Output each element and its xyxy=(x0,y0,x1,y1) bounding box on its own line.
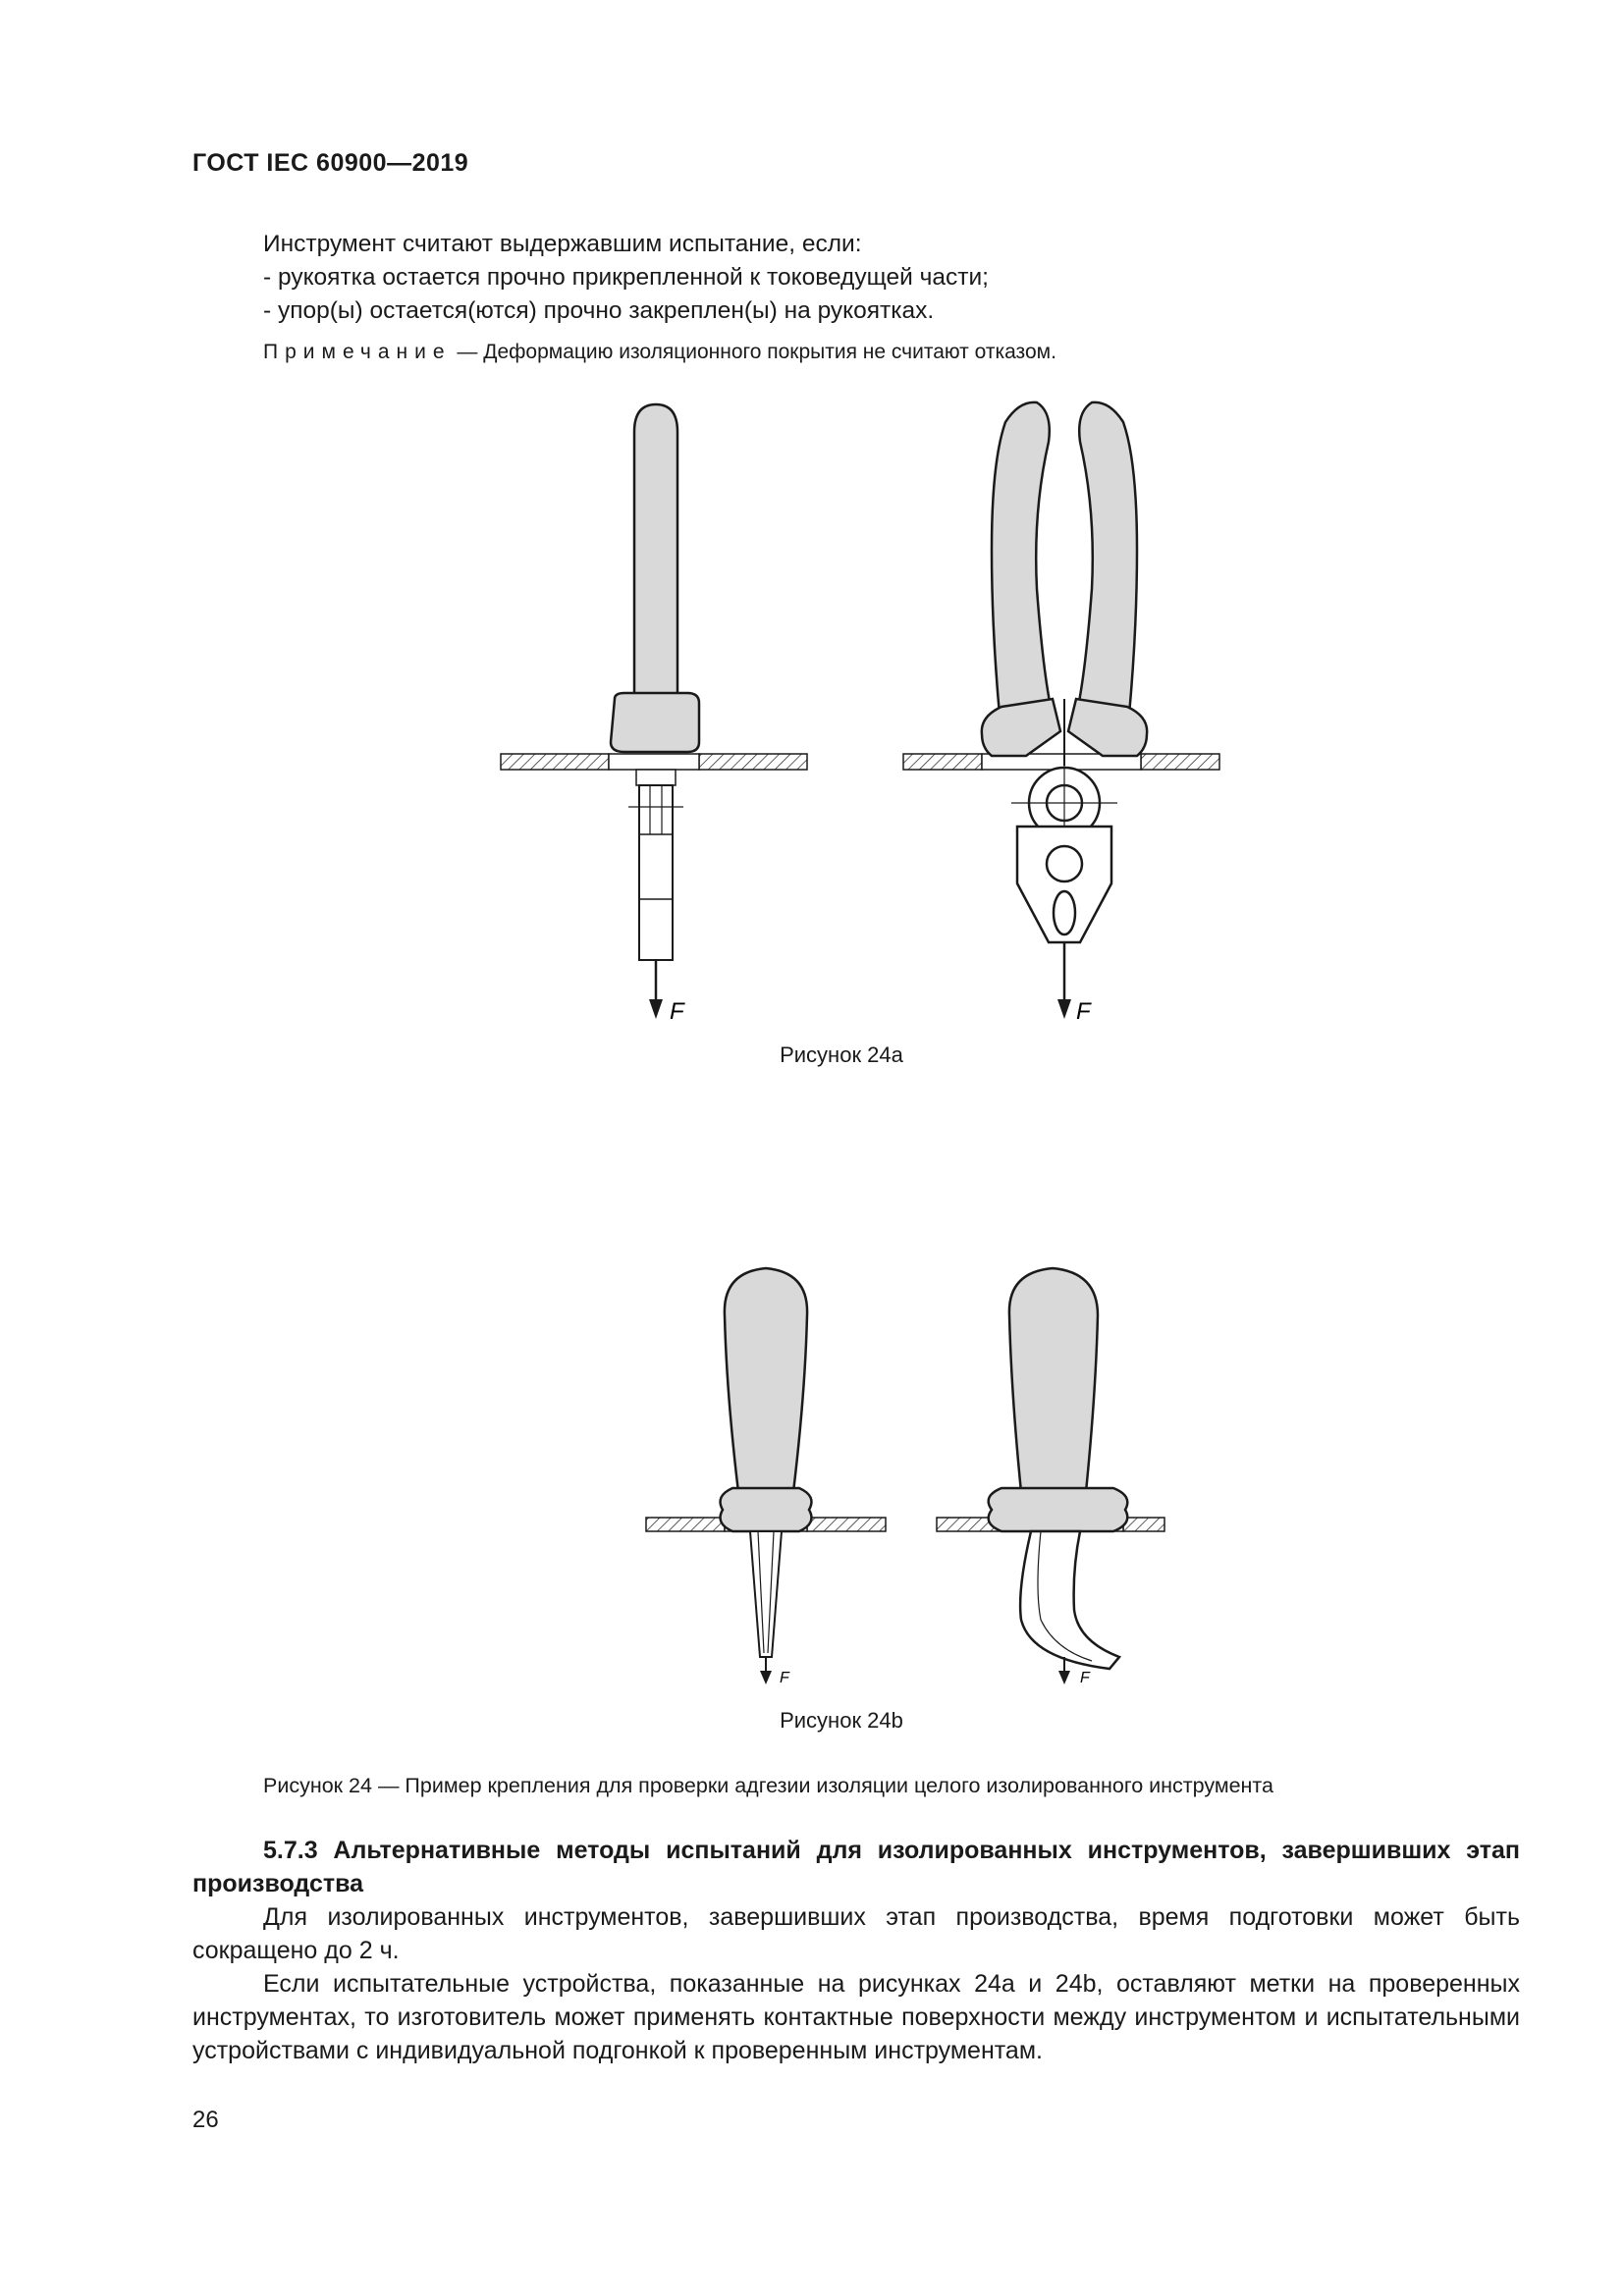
curved-blade xyxy=(1020,1531,1119,1669)
page-number: 26 xyxy=(192,2107,219,2133)
guard-left xyxy=(982,699,1060,756)
support-plate-left xyxy=(501,754,609,770)
force-arrow-head xyxy=(649,999,663,1019)
guard-right xyxy=(1068,699,1147,756)
figure-24b-tool-right xyxy=(937,1268,1164,1684)
note-text: — Деформацию изоляционного покрытия не считают отказом. xyxy=(451,341,1056,363)
handle xyxy=(1009,1268,1098,1492)
shaft xyxy=(639,785,673,960)
force-label: F xyxy=(1076,998,1091,1025)
figure-24b-tool-left xyxy=(646,1268,886,1684)
handle xyxy=(634,404,677,717)
document-header: ГОСТ IEC 60900—2019 xyxy=(192,149,469,177)
figure-24a-caption: Рисунок 24а xyxy=(780,1042,903,1067)
force-label: F xyxy=(780,1670,789,1686)
section-5-7-3 xyxy=(192,1834,1520,2067)
figure-24a-tool-left xyxy=(501,404,807,1019)
section-paragraph: Для изолированных инструментов, завершивших этап производства, время подготовки может быть сокращено до 2 ч. xyxy=(192,1903,1520,1964)
section-title: 5.7.3 Альтернативные методы испытаний для изолированных инструментов, завершивших этап производства xyxy=(192,1837,1520,1897)
shaft-collar xyxy=(636,770,676,785)
section-paragraph: Если испытательные устройства, показанные на рисунках 24а и 24b, оставляют метки на проверенных инструментах, то изготовитель может применять контактные поверхности между инструментом и испытательными устройствами с индивидуальной подгонкой к проверенным инструментам. xyxy=(192,1970,1520,2064)
intro-item: - рукоятка остается прочно прикрепленной к токоведущей части; xyxy=(263,264,989,291)
guard xyxy=(989,1488,1128,1531)
guard xyxy=(611,693,699,752)
guard xyxy=(721,1488,812,1531)
figure-24b-caption: Рисунок 24b xyxy=(780,1708,903,1733)
support-plate-right xyxy=(699,754,807,770)
blade xyxy=(750,1531,782,1657)
handle-left xyxy=(992,402,1051,715)
force-label: F xyxy=(670,998,684,1025)
intro-lead: Инструмент считают выдержавшим испытание, если: xyxy=(263,231,862,257)
note-label: Примечание xyxy=(263,341,452,363)
support-gap xyxy=(609,754,699,770)
handle-right xyxy=(1078,402,1137,715)
figure-24a-pliers xyxy=(903,402,1219,1019)
intro-item: - упор(ы) остается(ются) прочно закреплен(ы) на рукоятках. xyxy=(263,297,935,324)
handle xyxy=(725,1268,807,1492)
force-label: F xyxy=(1080,1670,1090,1686)
figure-24-caption: Рисунок 24 — Пример крепления для проверки адгезии изоляции целого изолированного инструмента xyxy=(263,1774,1273,1797)
